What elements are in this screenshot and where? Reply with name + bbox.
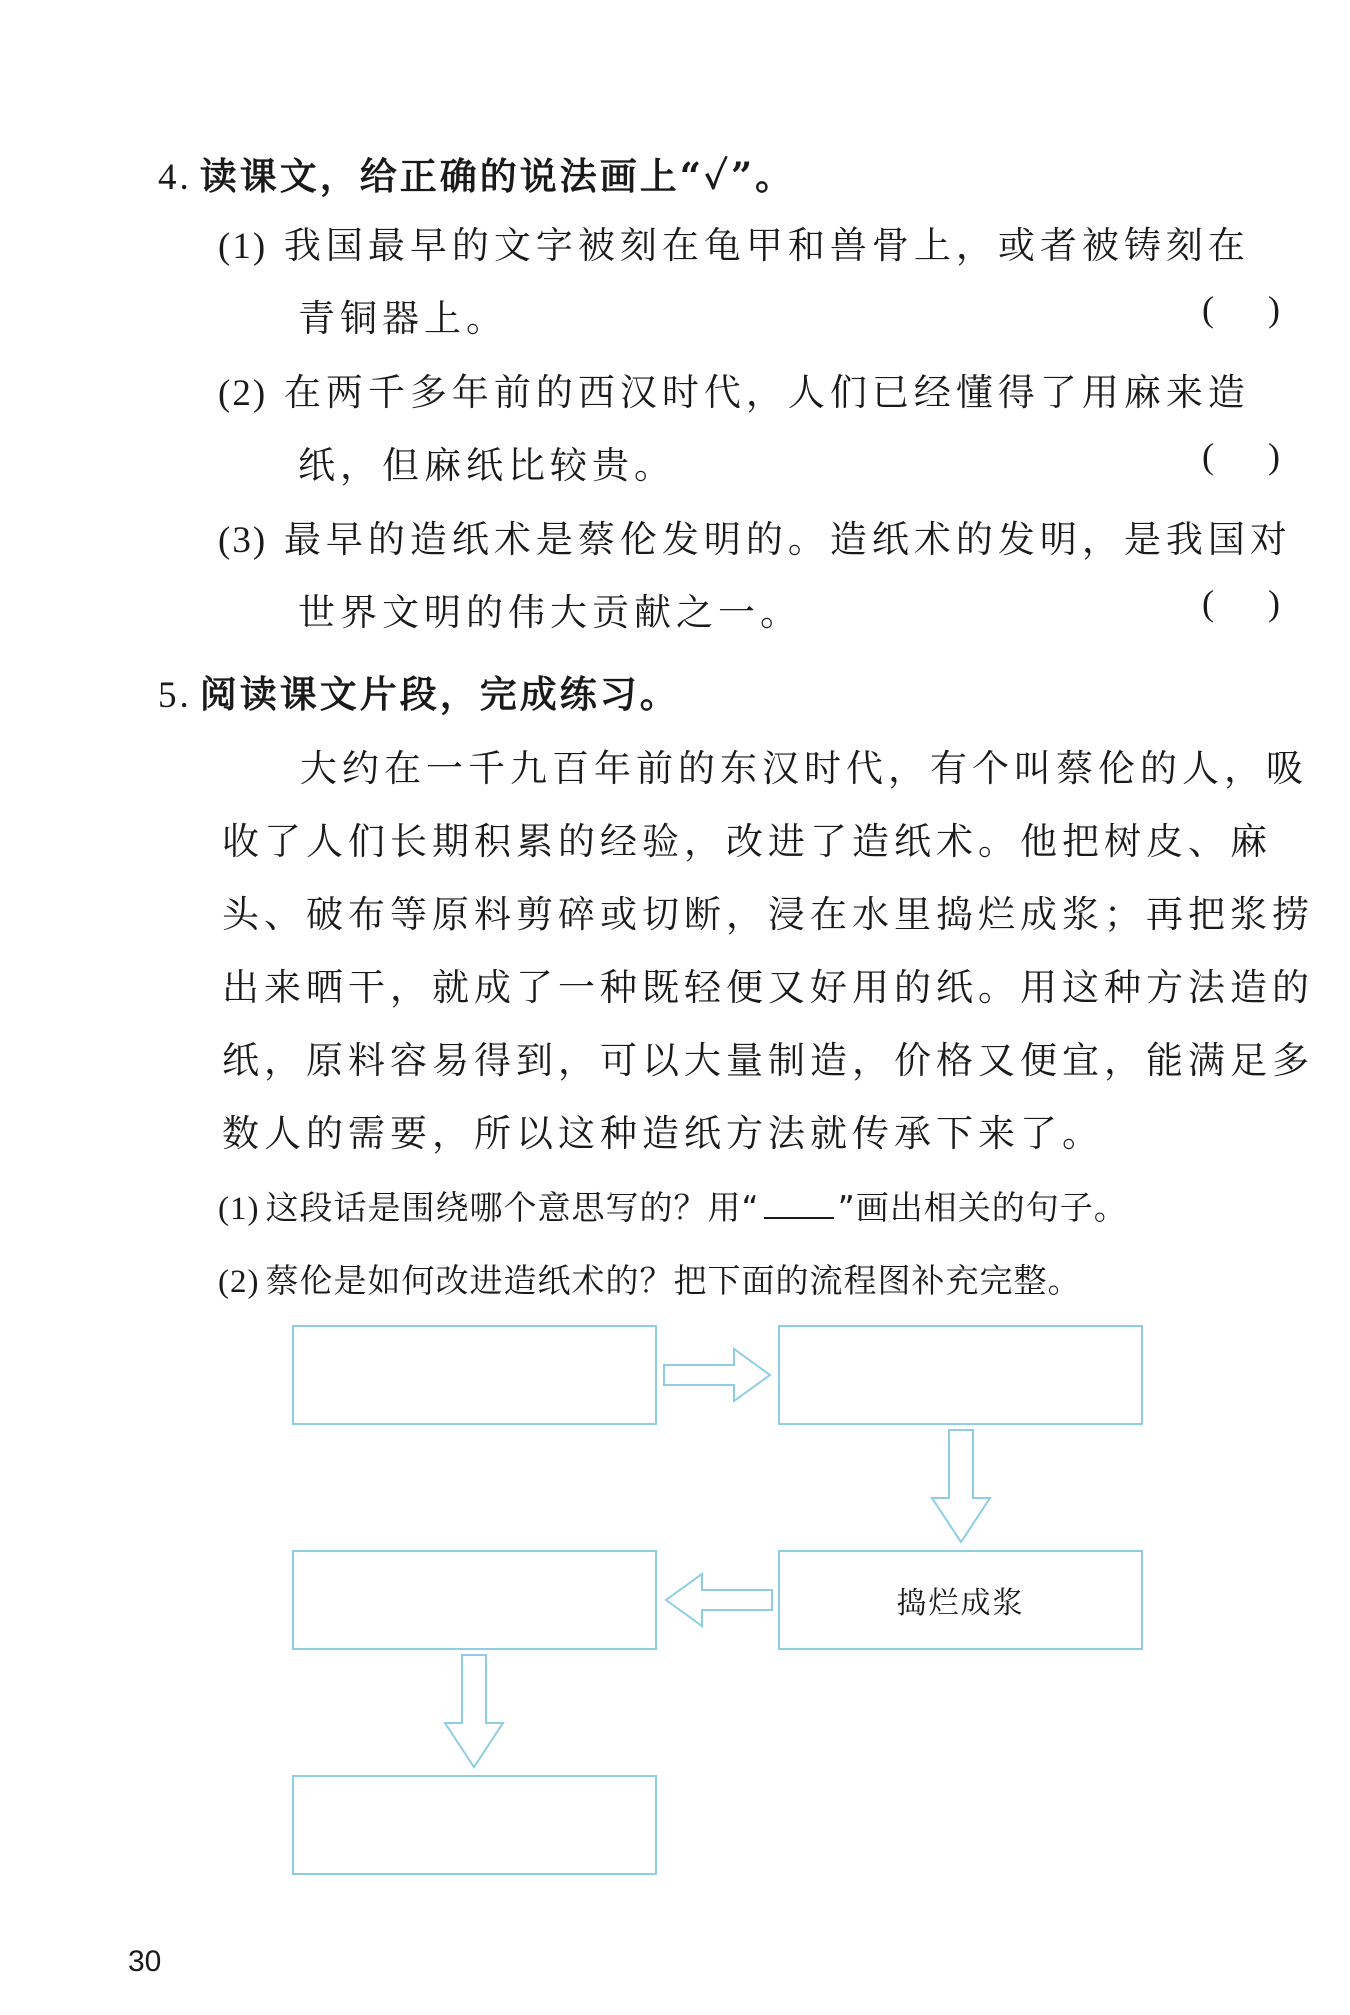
arrow-left-icon — [662, 1570, 774, 1630]
q4-item-1-answer-paren[interactable]: ( ) — [1202, 289, 1280, 329]
q4-item-1 — [218, 215, 1280, 355]
question-4-number: 4. — [158, 157, 192, 198]
q4-item-3 — [218, 509, 1292, 649]
q5-sub-1-text-before: 这段话是围绕哪个意思写的？用“ — [265, 1188, 760, 1227]
q4-item-1-number: (1) — [218, 226, 268, 267]
q4-item-3-answer-paren[interactable]: ( ) — [1202, 583, 1280, 623]
page-number: 30 — [128, 1945, 162, 1978]
passage-line-6: 数人的需要，所以这种造纸方法就传承下来了。 — [222, 1112, 1104, 1155]
question-5-number: 5. — [158, 675, 192, 716]
q5-sub-question-2 — [218, 1255, 1081, 1302]
passage-line-4: 出来晒干，就成了一种既轻便又好用的纸。用这种方法造的 — [222, 966, 1314, 1009]
passage-line-5: 纸，原料容易得到，可以大量制造，价格又便宜，能满足多 — [222, 1039, 1314, 1082]
q5-sub-question-1 — [218, 1182, 1128, 1229]
question-5-text: 阅读课文片段，完成练习。 — [199, 672, 680, 716]
q4-item-3-line1: 最早的造纸术是蔡伦发明的。造纸术的发明，是我国对 — [283, 518, 1292, 561]
q4-item-2 — [218, 362, 1280, 502]
q5-sub-2-text: 蔡伦是如何改进造纸术的？把下面的流程图补充完整。 — [265, 1261, 1082, 1300]
flow-box-1[interactable] — [292, 1325, 657, 1425]
arrow-right-icon — [662, 1345, 774, 1405]
q4-item-2-number: (2) — [218, 373, 268, 414]
flow-box-2[interactable] — [778, 1325, 1143, 1425]
arrow-down-icon — [928, 1428, 994, 1546]
q5-sub-1-number: (1) — [218, 1191, 260, 1227]
q4-item-1-line2: 青铜器上。 — [298, 297, 508, 340]
underline-sample — [764, 1189, 834, 1219]
q4-item-2-line2: 纸，但麻纸比较贵。 — [298, 444, 676, 487]
q5-sub-1-text-after: ”画出相关的句子。 — [837, 1188, 1128, 1227]
question-4-text: 读课文，给正确的说法画上“✓”。 — [199, 154, 796, 198]
flow-box-3: 捣烂成浆 — [778, 1550, 1143, 1650]
passage-line-3: 头、破布等原料剪碎或切断，浸在水里捣烂成浆；再把浆捞 — [222, 893, 1314, 936]
q4-item-3-line2: 世界文明的伟大贡献之一。 — [298, 591, 802, 634]
arrow-down-icon — [441, 1653, 507, 1771]
question-5-title — [158, 664, 680, 718]
q4-item-2-answer-paren[interactable]: ( ) — [1202, 436, 1280, 476]
passage-line-2: 收了人们长期积累的经验，改进了造纸术。他把树皮、麻 — [222, 820, 1272, 863]
q5-sub-2-number: (2) — [218, 1264, 260, 1300]
q4-item-2-line1: 在两千多年前的西汉时代，人们已经懂得了用麻来造 — [283, 371, 1250, 414]
passage-line-1: 大约在一千九百年前的东汉时代，有个叫蔡伦的人，吸 — [300, 747, 1308, 790]
q4-item-3-number: (3) — [218, 520, 268, 561]
q4-item-1-line1: 我国最早的文字被刻在龟甲和兽骨上，或者被铸刻在 — [283, 224, 1250, 267]
question-4-title — [158, 146, 795, 200]
flow-box-4[interactable] — [292, 1550, 657, 1650]
flow-box-5[interactable] — [292, 1775, 657, 1875]
